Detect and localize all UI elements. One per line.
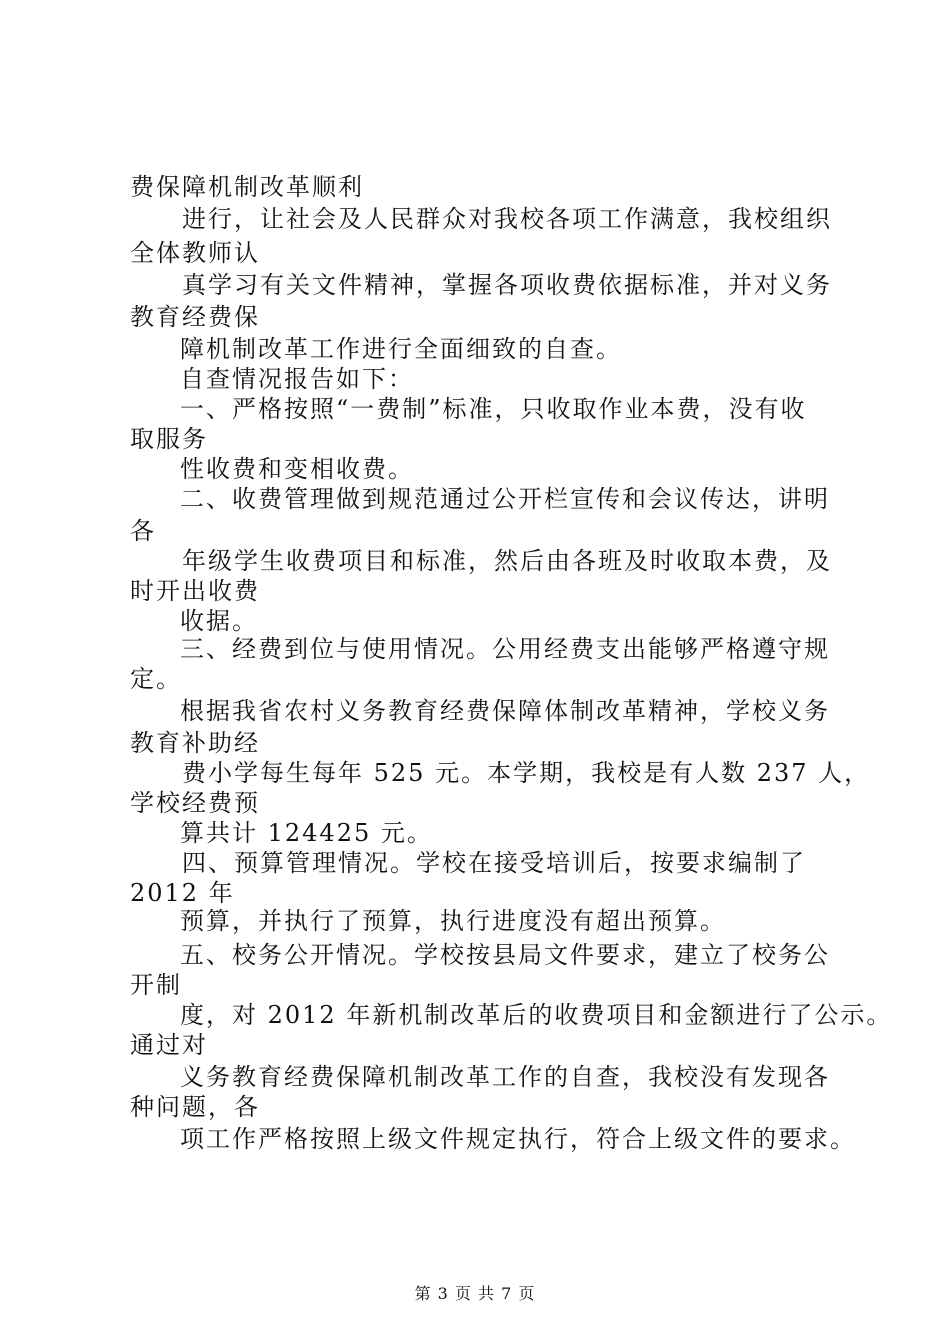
text-line: 开制 xyxy=(130,971,182,999)
text-line: 定。 xyxy=(130,665,182,693)
text-line: 义务教育经费保障机制改革工作的自查，我校没有发现各 xyxy=(180,1063,830,1091)
text-line: 取服务 xyxy=(130,425,208,453)
text-line: 根据我省农村义务教育经费保障体制改革精神，学校义务 xyxy=(180,697,830,725)
text-line: 算共计 124425 元。 xyxy=(180,819,433,847)
text-line: 项工作严格按照上级文件规定执行，符合上级文件的要求。 xyxy=(180,1125,856,1153)
text-line: 时开出收费 xyxy=(130,577,260,605)
text-line: 预算，并执行了预算，执行进度没有超出预算。 xyxy=(180,907,726,935)
text-line: 二、收费管理做到规范通过公开栏宣传和会议传达，讲明 xyxy=(180,485,830,513)
text-line: 度，对 2012 年新机制改革后的收费项目和金额进行了公示。 xyxy=(180,1001,893,1029)
text-line: 费保障机制改革顺利 xyxy=(130,173,364,201)
text-line: 学校经费预 xyxy=(130,789,260,817)
text-line: 各 xyxy=(130,517,156,545)
text-line: 三、经费到位与使用情况。公用经费支出能够严格遵守规 xyxy=(180,635,830,663)
text-line: 障机制改革工作进行全面细致的自查。 xyxy=(180,335,622,363)
text-line: 种问题，各 xyxy=(130,1093,260,1121)
text-line: 真学习有关文件精神，掌握各项收费依据标准，并对义务 xyxy=(182,271,832,299)
text-line: 年级学生收费项目和标准，然后由各班及时收取本费，及 xyxy=(182,547,832,575)
text-line: 四、预算管理情况。学校在接受培训后，按要求编制了 xyxy=(182,849,806,877)
text-line: 2012 年 xyxy=(130,879,235,907)
text-line: 费小学每生每年 525 元。本学期，我校是有人数 237 人， xyxy=(182,759,871,787)
text-line: 进行，让社会及人民群众对我校各项工作满意，我校组织 xyxy=(182,205,832,233)
text-line: 收据。 xyxy=(180,607,258,635)
text-line: 教育补助经 xyxy=(130,729,260,757)
text-line: 教育经费保 xyxy=(130,303,260,331)
text-line: 通过对 xyxy=(130,1031,208,1059)
page-number-footer: 第 3 页 共 7 页 xyxy=(414,1284,536,1303)
text-line: 全体教师认 xyxy=(130,239,260,267)
text-line: 自查情况报告如下： xyxy=(180,365,414,393)
text-line: 一、严格按照“一费制”标准，只收取作业本费，没有收 xyxy=(180,395,807,423)
text-line: 五、校务公开情况。学校按县局文件要求，建立了校务公 xyxy=(180,941,830,969)
text-line: 性收费和变相收费。 xyxy=(180,455,414,483)
